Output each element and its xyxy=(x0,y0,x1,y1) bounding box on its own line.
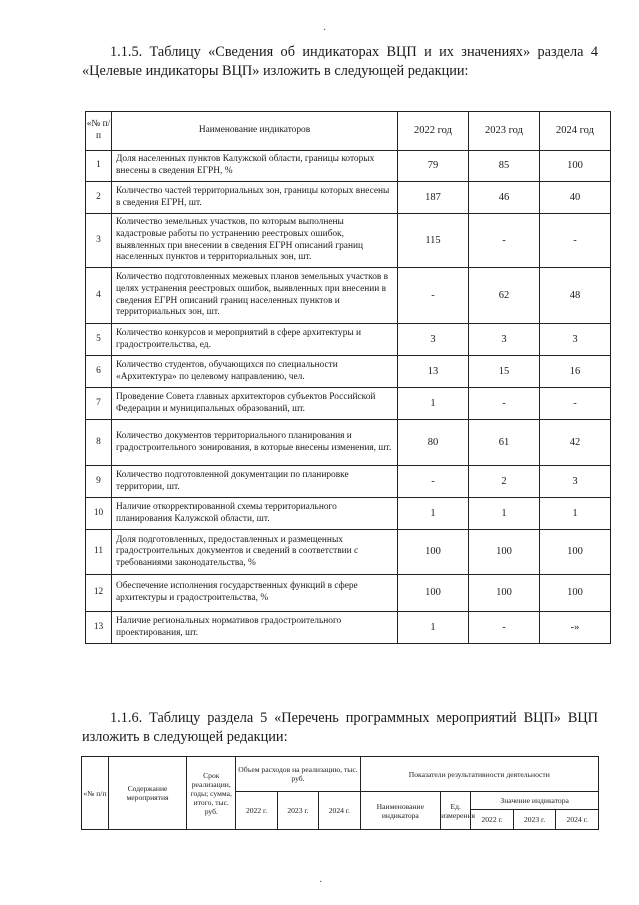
row-2022: 3 xyxy=(398,324,469,356)
header-num: «№ п/п xyxy=(86,112,112,151)
indicator-row xyxy=(86,575,611,612)
row-name: Количество земельных участков, по которым выполнены кадастровые работы по устранению реестровых ошибок, выявленных при внесении в сведения ЕГРН описаний границ населенных пунктов и территориальных зон, шт. xyxy=(112,214,398,268)
row-2023: 2 xyxy=(469,466,540,498)
t2-results: Показатели результативности деятельности xyxy=(360,757,598,792)
indicator-row xyxy=(86,498,611,530)
indicators-table xyxy=(85,111,611,644)
indicator-row xyxy=(86,530,611,575)
row-2022: 80 xyxy=(398,420,469,466)
row-2023: 61 xyxy=(469,420,540,466)
row-2024: - xyxy=(540,214,611,268)
row-2024: 100 xyxy=(540,530,611,575)
activities-table-header xyxy=(81,756,599,830)
indicator-row xyxy=(86,612,611,644)
row-num: 2 xyxy=(86,182,112,214)
t2-num: «№ п/п xyxy=(82,757,109,830)
row-name: Наличие региональных нормативов градостроительного проектирования, шт. xyxy=(112,612,398,644)
row-name: Количество частей территориальных зон, границы которых внесены в сведения ЕГРН, шт. xyxy=(112,182,398,214)
row-name: Количество студентов, обучающихся по специальности «Архитектура» по целевому направлению, чел. xyxy=(112,356,398,388)
row-2023: 100 xyxy=(469,530,540,575)
row-2024: 48 xyxy=(540,268,611,324)
t2-exp-2022: 2022 г. xyxy=(236,792,277,830)
t2-exp-2023: 2023 г. xyxy=(277,792,318,830)
row-2023: - xyxy=(469,612,540,644)
row-2023: - xyxy=(469,214,540,268)
row-2022: 1 xyxy=(398,612,469,644)
row-2024: 100 xyxy=(540,575,611,612)
row-2022: 115 xyxy=(398,214,469,268)
row-num: 1 xyxy=(86,151,112,182)
row-name: Обеспечение исполнения государственных функций в сфере архитектуры и градостроительства, % xyxy=(112,575,398,612)
row-2023: 15 xyxy=(469,356,540,388)
row-2023: 100 xyxy=(469,575,540,612)
t2-val-2023: 2023 г. xyxy=(513,810,556,830)
row-num: 9 xyxy=(86,466,112,498)
row-name: Количество конкурсов и мероприятий в сфере архитектуры и градостроительства, ед. xyxy=(112,324,398,356)
t2-term: Срок реализации, годы; сумма, итого, тыс. руб. xyxy=(187,757,236,830)
row-2022: 100 xyxy=(398,530,469,575)
t2-val-2024: 2024 г. xyxy=(556,810,599,830)
t2-content: Содержание мероприятия xyxy=(108,757,186,830)
row-num: 4 xyxy=(86,268,112,324)
row-2024: 3 xyxy=(540,466,611,498)
page-mark-top: · xyxy=(323,25,327,36)
row-num: 6 xyxy=(86,356,112,388)
row-2024: 40 xyxy=(540,182,611,214)
row-2022: - xyxy=(398,466,469,498)
indicators-table-header xyxy=(86,112,611,151)
row-name: Количество подготовленных межевых планов земельных участков в целях устранения реестровых ошибок, выявленных при внесении в сведения ЕГРН описаний границ населенных пунктов и территориальных зон, шт. xyxy=(112,268,398,324)
header-2023: 2023 год xyxy=(469,112,540,151)
indicator-row xyxy=(86,268,611,324)
header-2024: 2024 год xyxy=(540,112,611,151)
row-2024: 16 xyxy=(540,356,611,388)
row-2022: 187 xyxy=(398,182,469,214)
t2-expenses: Объем расходов на реализацию, тыс. руб. xyxy=(236,757,360,792)
row-2024: -» xyxy=(540,612,611,644)
indicator-row xyxy=(86,324,611,356)
row-2023: 1 xyxy=(469,498,540,530)
row-num: 3 xyxy=(86,214,112,268)
row-2022: 13 xyxy=(398,356,469,388)
row-2022: 1 xyxy=(398,388,469,420)
indicator-row xyxy=(86,420,611,466)
indicator-row xyxy=(86,214,611,268)
paragraph-1-1-6-text: 1.1.6. Таблицу раздела 5 «Перечень программных мероприятий ВЦП» ВЦП изложить в следующей редакции: xyxy=(82,710,598,745)
row-2023: 46 xyxy=(469,182,540,214)
page-mark-bottom: · xyxy=(319,877,323,888)
indicator-row xyxy=(86,388,611,420)
indicator-row xyxy=(86,151,611,182)
row-2022: 79 xyxy=(398,151,469,182)
row-2022: 100 xyxy=(398,575,469,612)
row-name: Доля населенных пунктов Калужской области, границы которых внесены в сведения ЕГРН, % xyxy=(112,151,398,182)
row-2023: 3 xyxy=(469,324,540,356)
row-2023: 85 xyxy=(469,151,540,182)
row-name: Количество документов территориального планирования и градостроительного зонирования, в которые внесены изменения, шт. xyxy=(112,420,398,466)
row-2024: 1 xyxy=(540,498,611,530)
t2-exp-2024: 2024 г. xyxy=(319,792,360,830)
row-name: Наличие откорректированной схемы территориального планирования Калужской области, шт. xyxy=(112,498,398,530)
t2-indicator-name: Наименование индикатора xyxy=(360,792,441,830)
row-name: Проведение Совета главных архитекторов субъектов Российской Федерации и муниципальных образований, шт. xyxy=(112,388,398,420)
row-name: Количество подготовленной документации по планировке территории, шт. xyxy=(112,466,398,498)
row-num: 11 xyxy=(86,530,112,575)
row-2024: 42 xyxy=(540,420,611,466)
row-2022: - xyxy=(398,268,469,324)
row-num: 8 xyxy=(86,420,112,466)
header-name: Наименование индикаторов xyxy=(112,112,398,151)
t2-val-2022: 2022 г. xyxy=(471,810,514,830)
row-2024: - xyxy=(540,388,611,420)
row-2023: - xyxy=(469,388,540,420)
indicator-row xyxy=(86,182,611,214)
paragraph-1-1-5-text: 1.1.5. Таблицу «Сведения об индикаторах ВЦП и их значениях» раздела 4 «Целевые индикаторы ВЦП» изложить в следующей редакции: xyxy=(82,44,598,79)
row-2023: 62 xyxy=(469,268,540,324)
row-num: 13 xyxy=(86,612,112,644)
row-name: Доля подготовленных, предоставленных и размещенных градостроительных документов и сведений в соответствии с требованиями законодательства, % xyxy=(112,530,398,575)
row-2024: 100 xyxy=(540,151,611,182)
row-2022: 1 xyxy=(398,498,469,530)
paragraph-1-1-6 xyxy=(82,709,598,747)
indicator-row xyxy=(86,356,611,388)
row-num: 10 xyxy=(86,498,112,530)
t2-indicator-value: Значение индикатора xyxy=(471,792,599,810)
row-2024: 3 xyxy=(540,324,611,356)
indicator-row xyxy=(86,466,611,498)
row-num: 5 xyxy=(86,324,112,356)
header-2022: 2022 год xyxy=(398,112,469,151)
row-num: 12 xyxy=(86,575,112,612)
row-num: 7 xyxy=(86,388,112,420)
t2-unit: Ед. измерения xyxy=(441,792,471,830)
paragraph-1-1-5 xyxy=(82,43,598,81)
